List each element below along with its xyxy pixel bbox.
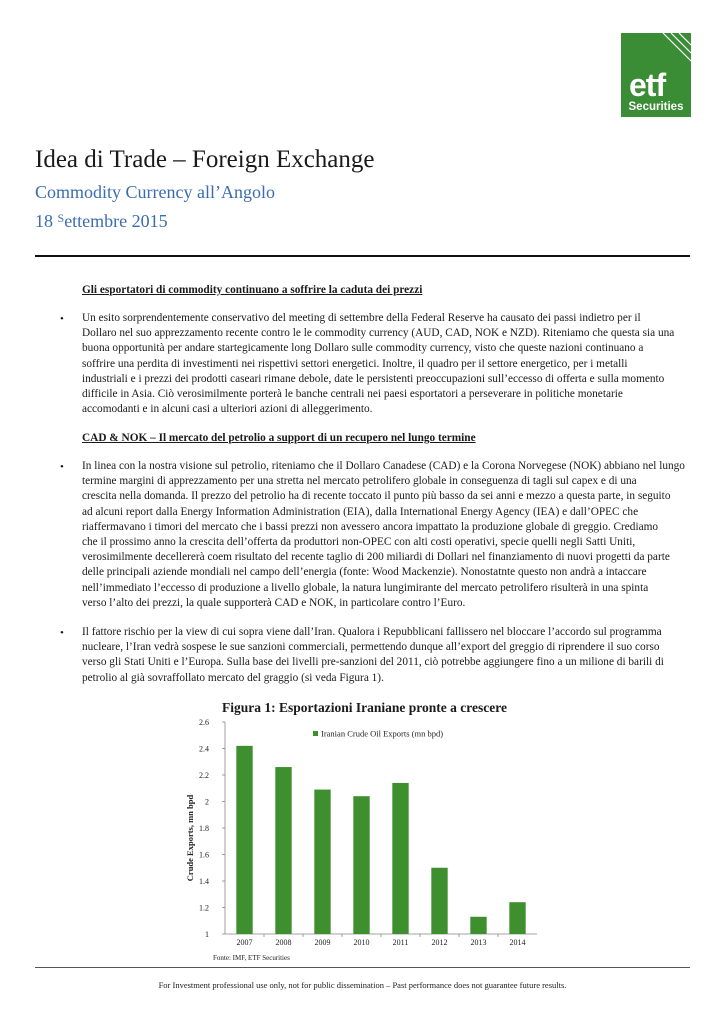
text-line: verso gli Stati Uniti e l’Europa. Sulla base dei livelli pre-sanzioni del 2011, ciò potrebbe aggiungere fino a un milione di barili di xyxy=(82,656,664,669)
legend-label: Iranian Crude Oil Exports (mn bpd) xyxy=(321,728,444,739)
header-divider xyxy=(35,255,690,257)
chart-bar xyxy=(275,767,291,934)
text-line: delle principali aziende mondiali nel campo dell’energia (fonte: Wood Mackenzie). Nonostatnte questo non andrà a intaccare xyxy=(82,566,647,579)
chart-bar xyxy=(353,796,369,934)
page-title: Idea di Trade – Foreign Exchange xyxy=(35,146,375,173)
legend-swatch xyxy=(313,731,318,736)
section-heading-cad-nok: CAD & NOK – Il mercato del petrolio a support di un recupero nel lungo termine xyxy=(82,432,476,444)
chart-x-tick-label: 2012 xyxy=(431,938,448,947)
text-line: industriali e i prezzi dei prodotti caseari rimane debole, date le persistenti preoccupazioni sull’eccesso di offerta e sulla momento xyxy=(82,372,665,385)
text-line: difficile in Asia. Ciò verosimilmente porterà le banche centrali nei paesi esportatori a perseverare in politiche monetarie xyxy=(82,388,623,401)
chart-x-tick-label: 2007 xyxy=(236,938,253,947)
logo-brand: etf xyxy=(629,67,666,103)
bullet-icon: • xyxy=(60,313,64,325)
chart-y-axis-label: Crude Exports, mn bpd xyxy=(185,794,195,882)
logo-tagline: Securities xyxy=(628,101,684,113)
footer-divider xyxy=(35,967,690,968)
text-line: Dollaro nel suo apprezzamento recente contro le le commodity currency (AUD, CAD, NOK e NZD). Riteniamo che questa sia una xyxy=(82,327,675,340)
chart-y-tick-label: 1.4 xyxy=(199,877,209,886)
text-line: accomodanti e in alcuni casi a ulteriori azioni di alleggerimento. xyxy=(82,403,373,416)
chart-y-tick-label: 1 xyxy=(205,930,209,939)
chart-y-tick-label: 2.6 xyxy=(199,718,209,727)
text-line: nell’immediato l’eccesso di produzione a livello globale, la natura lungimirante del mercato petrolifero risulterà in una spinta xyxy=(82,581,649,594)
text-line: In linea con la nostra visione sul petrolio, riteniamo che il Dollaro Canadese (CAD) e la Corona Norvegese (NOK) abbiano nel lungo xyxy=(82,460,685,472)
chart-x-tick-label: 2008 xyxy=(275,938,292,947)
date-rest: ettembre 2015 xyxy=(64,211,168,231)
text-line: riaffermavano i timori del mercato che i bassi prezzi non avessero ancora impattato la produzione globale di greggio. Crediamo xyxy=(82,520,659,533)
chart-bar xyxy=(431,868,447,934)
text-line: termine margini di apprezzamento per una stretta nel mercato petrolifero globale in conseguenza di tagli sul capex e di una xyxy=(82,475,637,488)
etf-securities-logo xyxy=(621,33,691,117)
chart-x-tick-label: 2009 xyxy=(314,938,331,947)
text-line: verosimilmente decellererà coem risultato del recente taglio di 200 miliardi di Dollari nel finanziamento di nuovi progetti da parte xyxy=(82,551,670,564)
chart-x-tick-label: 2013 xyxy=(470,938,487,947)
bullet-icon: • xyxy=(60,627,64,639)
paragraph-iran-risk xyxy=(82,625,692,686)
chart-y-tick-label: 2.4 xyxy=(199,744,209,754)
chart-y-tick-label: 1.2 xyxy=(199,903,209,913)
chart-x-tick-label: 2011 xyxy=(392,938,409,947)
date-superscript: S xyxy=(57,211,65,225)
bullet-icon: • xyxy=(60,461,64,473)
text-line: buona opportunità per andare startegicamente long Dollaro sulle commodity currency, visto che queste nazioni continuano a xyxy=(82,342,644,355)
page-date xyxy=(35,211,168,232)
figure-title: Figura 1: Esportazioni Iraniane pronte a crescere xyxy=(222,700,507,715)
paragraph-fed-meeting xyxy=(82,311,692,417)
iran-exports-bar-chart xyxy=(180,712,540,964)
chart-bar xyxy=(314,790,330,934)
chart-bar xyxy=(236,746,252,934)
paragraph-oil-view xyxy=(82,459,692,611)
footer-disclaimer: For Investment professional use only, not for public dissemination – Past performance does not guarantee future results. xyxy=(158,980,567,990)
chart-bar xyxy=(470,917,486,934)
chart-source: Fonte: IMF, ETF Securities xyxy=(213,954,290,962)
text-line: Il fattore rischio per la view di cui sopra viene dall’Iran. Qualora i Repubblicani fallissero nel bloccare l’accordo sul programma xyxy=(82,626,662,638)
chart-bar xyxy=(392,783,408,934)
date-day: 18 xyxy=(35,211,53,231)
text-line: verso l’alto dei prezzi, la quale supporterà CAD e NOK, in particolare contro l’Euro. xyxy=(82,596,466,609)
chart-y-tick-label: 2.2 xyxy=(199,771,209,780)
text-line: soffrire una perdita di investimenti nei rispettivi settori energetici. Inoltre, il quadro per il settore energetico, per i metalli xyxy=(82,357,628,370)
page-subtitle: Commodity Currency all’Angolo xyxy=(35,182,275,202)
section-heading-commodity-exporters: Gli esportatori di commodity continuano a soffrire la caduta dei prezzi xyxy=(82,284,423,296)
chart-bar xyxy=(509,902,525,934)
chart-y-tick-label: 1.6 xyxy=(199,850,209,860)
text-line: crescita nella domanda. Il prezzo del petrolio ha di recente toccato il punto più basso da sei anni e mezzo a questa parte, in seguito xyxy=(82,490,671,503)
text-line: nucleare, l’Iran vedrà sospese le sue sanzioni commerciali, permettendo dunque all’export del greggio di riprendere il suo corso xyxy=(82,641,660,654)
text-line: petrolio al già sovraffollato mercato del graggio (si veda Figura 1). xyxy=(82,671,384,684)
logo-stripes-icon xyxy=(657,33,691,63)
chart-y-tick-label: 2 xyxy=(205,797,209,807)
chart-x-tick-label: 2014 xyxy=(509,938,526,947)
text-line: ad alcuni report dalla Energy Information Administration (EIA), dalla International Energy Agency (IEA) e dall’OPEC che xyxy=(82,505,639,518)
chart-x-tick-label: 2010 xyxy=(353,938,370,947)
chart-y-tick-label: 1.8 xyxy=(199,824,209,833)
chart-legend xyxy=(313,729,443,739)
text-line: Un esito sorprendentemente conservativo del meeting di settembre della Federal Reserve ha causato dei passi indietro per il xyxy=(82,312,641,324)
text-line: che il prossimo anno la crescita dell’offerta da produttori non-OPEC con alti costi operativi, specie quelli negli Satti Uniti, xyxy=(82,536,636,549)
